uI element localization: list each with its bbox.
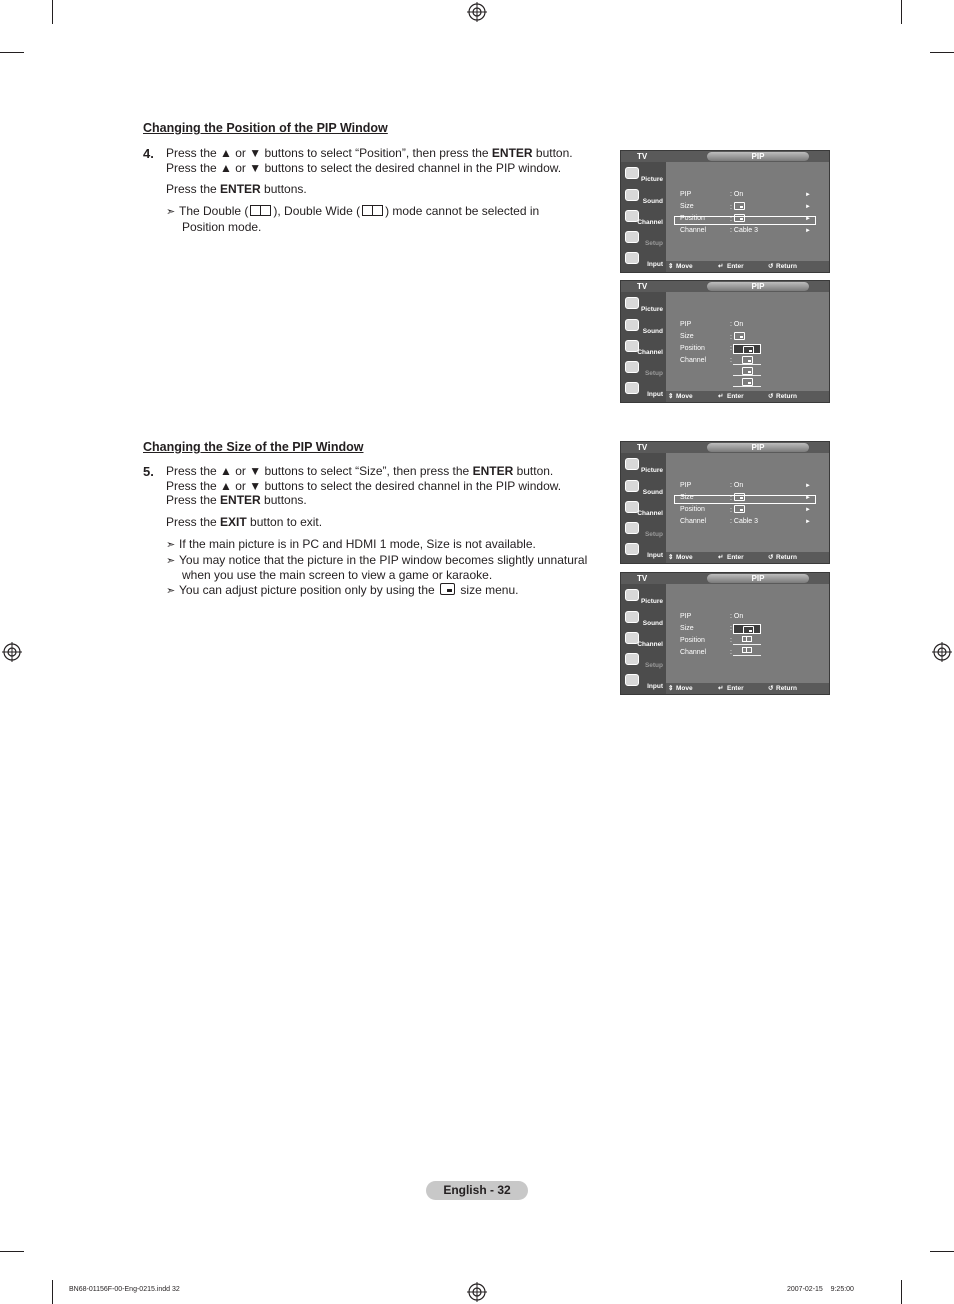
osd-menu-icon [625, 189, 639, 201]
osd-sidebar-item [623, 164, 665, 184]
osd-sidebar-label: Picture [640, 598, 663, 605]
osd-sidebar-item [623, 608, 665, 628]
slug-right: 2007-02-15 9:25:00 [787, 1286, 854, 1293]
osd-enter-label: Enter [727, 685, 744, 692]
osd-sidebar-item [623, 358, 665, 378]
osd-sidebar-label: Sound [642, 328, 663, 335]
note: ➣ The Double ( ), Double Wide ( ) mode cannot be selected in Position mode. [166, 204, 540, 234]
crop-mark [0, 52, 24, 53]
enter-icon: ↵ [718, 263, 724, 270]
osd-move-label: Move [676, 263, 693, 270]
crop-mark [901, 1280, 902, 1304]
osd-return-label: Return [776, 263, 797, 270]
crop-mark [930, 52, 954, 53]
osd-arrow-icon: ► [805, 507, 811, 513]
osd-tv-label: TV [637, 152, 648, 161]
enter-icon: ↵ [718, 554, 724, 561]
osd-sidebar-label: Sound [642, 198, 663, 205]
return-icon: ↺ [768, 393, 774, 400]
double-mode-icon [250, 205, 271, 216]
osd-dropdown-item [733, 635, 761, 645]
osd-screen: TV PIP Picture Sound Channel Setup Input PIP : On ► Size : ► Position : ► Channel : Cable 3 ► ⇕ Move ↵ Enter ↺ Return [620, 441, 830, 564]
page-number: English - 32 [426, 1181, 528, 1200]
note-arrow-icon: ➣ [166, 206, 176, 218]
return-icon: ↺ [768, 685, 774, 692]
osd-sidebar-item [623, 294, 665, 314]
osd-enter-label: Enter [727, 263, 744, 270]
return-icon: ↺ [768, 263, 774, 270]
pip-size-icon [734, 493, 745, 501]
note: ➣ If the main picture is in PC and HDMI 1 mode, Size is not available. [166, 537, 536, 551]
registration-mark-icon [932, 642, 952, 662]
note-arrow-icon: ➣ [166, 554, 176, 567]
osd-sidebar-label: Setup [644, 531, 663, 538]
osd-arrow-icon: ► [805, 483, 811, 489]
single-pip-size-icon [440, 583, 455, 595]
osd-menu-icon [625, 458, 639, 470]
osd-menu-icon [625, 252, 639, 264]
osd-dropdown-item [733, 377, 761, 387]
osd-sidebar-label: Channel [637, 349, 663, 356]
return-icon: ↺ [768, 554, 774, 561]
osd-dropdown-item [733, 366, 761, 376]
pip-size-icon [734, 332, 745, 340]
osd-menu-icon [625, 589, 639, 601]
note-continuation: when you use the main screen to view a game or karaoke. [182, 568, 493, 582]
note-arrow-icon: ➣ [166, 584, 176, 597]
osd-arrow-icon: ► [805, 216, 811, 222]
osd-arrow-icon: ► [805, 519, 811, 525]
osd-sidebar-label: Channel [637, 641, 663, 648]
osd-sidebar-item [623, 186, 665, 206]
step-number: 4. [143, 146, 154, 161]
registration-mark-icon [467, 1282, 487, 1302]
osd-menu-icon [625, 167, 639, 179]
osd-title: PIP [751, 443, 765, 452]
osd-bottom-bar [666, 552, 830, 563]
enter-icon: ↵ [718, 393, 724, 400]
pip-position-icon [742, 378, 753, 386]
osd-screen: TV PIP Picture Sound Channel Setup Input PIP : On Size : Position : Channel : ⇕ Move ↵ Enter ↺ Return [620, 280, 830, 403]
osd-sidebar-label: Setup [644, 240, 663, 247]
osd-move-label: Move [676, 685, 693, 692]
crop-mark [52, 1280, 53, 1304]
step-line: Press the ▲ or ▼ buttons to select “Size”, then press the ENTER button. [166, 464, 554, 478]
note: ➣ You may notice that the picture in the PIP window becomes slightly unnatural [166, 552, 588, 567]
osd-sidebar-item [623, 316, 665, 336]
osd-menu-icon [625, 319, 639, 331]
osd-menu-icon [625, 382, 639, 394]
osd-enter-label: Enter [727, 393, 744, 400]
osd-sidebar-item [623, 455, 665, 475]
osd-sidebar-label: Input [647, 552, 663, 559]
osd-tv-label: TV [637, 443, 648, 452]
section-heading: Changing the Size of the PIP Window [143, 440, 364, 454]
osd-sidebar-item [623, 228, 665, 248]
osd-menu-icon [625, 543, 639, 555]
osd-dropdown-item [733, 624, 761, 634]
osd-sidebar-label: Setup [644, 370, 663, 377]
crop-mark [930, 1251, 954, 1252]
osd-bottom-bar [666, 391, 830, 402]
move-icon: ⇕ [668, 685, 674, 692]
note: ➣ You can adjust picture position only by using the size menu. [166, 582, 519, 597]
pip-position-icon [743, 346, 754, 354]
osd-dropdown-item [733, 646, 761, 656]
osd-sidebar-item [623, 207, 665, 227]
osd-move-label: Move [676, 554, 693, 561]
step-text [166, 146, 606, 175]
osd-title: PIP [751, 574, 765, 583]
osd-sidebar-item [623, 337, 665, 357]
osd-sidebar-item [623, 477, 665, 497]
osd-sidebar-item [623, 650, 665, 670]
registration-mark-icon [2, 642, 22, 662]
osd-sidebar-label: Sound [642, 620, 663, 627]
crop-mark [52, 0, 53, 24]
osd-sidebar-label: Setup [644, 662, 663, 669]
osd-menu-icon [625, 231, 639, 243]
osd-sidebar-item [623, 586, 665, 606]
osd-sidebar-label: Input [647, 683, 663, 690]
osd-arrow-icon: ► [805, 228, 811, 234]
slug-left: BN68-01156F-00-Eng-0215.indd 32 [69, 1286, 180, 1293]
osd-arrow-icon: ► [805, 495, 811, 501]
osd-sidebar-item [623, 498, 665, 518]
pip-size-icon [734, 505, 745, 513]
step-line: Press the ▲ or ▼ buttons to select the desired channel in the PIP window. [166, 478, 562, 493]
crop-mark [0, 1251, 24, 1252]
double-mode-icon [742, 636, 752, 642]
osd-menu-icon [625, 611, 639, 623]
osd-tv-label: TV [637, 574, 648, 583]
osd-enter-label: Enter [727, 554, 744, 561]
registration-mark-icon [467, 2, 487, 22]
step-line: Press the ▲ or ▼ buttons to select the desired channel in the PIP window. [166, 160, 562, 175]
pip-size-icon [743, 626, 754, 634]
osd-arrow-icon: ► [805, 204, 811, 210]
enter-icon: ↵ [718, 685, 724, 692]
osd-dropdown-item [733, 355, 761, 365]
section-heading: Changing the Position of the PIP Window [143, 121, 388, 135]
osd-menu-icon [625, 674, 639, 686]
step-line: Press the ▲ or ▼ buttons to select “Position”, then press the ENTER button. [166, 146, 573, 160]
osd-sidebar-item [623, 540, 665, 560]
osd-dropdown-item [733, 344, 761, 354]
pip-position-icon [742, 367, 753, 375]
osd-bottom-bar [666, 261, 830, 272]
pip-position-icon [742, 356, 753, 364]
move-icon: ⇕ [668, 263, 674, 270]
step-line: Press the ENTER buttons. [166, 182, 307, 196]
osd-sidebar-item [623, 249, 665, 269]
osd-return-label: Return [776, 393, 797, 400]
osd-sidebar-label: Input [647, 391, 663, 398]
double-wide-mode-icon [362, 205, 383, 216]
step-line: Press the EXIT button to exit. [166, 515, 323, 529]
osd-sidebar-label: Picture [640, 467, 663, 474]
osd-sidebar-item [623, 519, 665, 539]
osd-menu-icon [625, 297, 639, 309]
osd-screen: TV PIP Picture Sound Channel Setup Input PIP : On Size : Position : Channel : ⇕ Move ↵ Enter ↺ Return [620, 572, 830, 695]
step-line: Press the ENTER buttons. [166, 493, 307, 507]
osd-bottom-bar [666, 683, 830, 694]
osd-menu-icon [625, 653, 639, 665]
osd-sidebar-label: Channel [637, 510, 663, 517]
osd-menu-icon [625, 522, 639, 534]
step-text [166, 464, 606, 508]
osd-arrow-icon: ► [805, 192, 811, 198]
step-number: 5. [143, 464, 154, 479]
note-arrow-icon: ➣ [166, 539, 176, 551]
osd-move-label: Move [676, 393, 693, 400]
osd-title: PIP [751, 152, 765, 161]
osd-menu-icon [625, 361, 639, 373]
osd-sidebar-label: Channel [637, 219, 663, 226]
move-icon: ⇕ [668, 554, 674, 561]
notes [166, 537, 606, 598]
osd-title: PIP [751, 282, 765, 291]
osd-sidebar-label: Picture [640, 306, 663, 313]
osd-sidebar-item [623, 379, 665, 399]
osd-return-label: Return [776, 554, 797, 561]
osd-tv-label: TV [637, 282, 648, 291]
osd-sidebar-item [623, 671, 665, 691]
osd-screen: TV PIP Picture Sound Channel Setup Input PIP : On ► Size : ► Position : ► Channel : Cable 3 ► ⇕ Move ↵ Enter ↺ Return [620, 150, 830, 273]
osd-sidebar-label: Sound [642, 489, 663, 496]
osd-sidebar-label: Input [647, 261, 663, 268]
osd-sidebar-item [623, 629, 665, 649]
pip-size-icon [734, 214, 745, 222]
pip-size-icon [734, 202, 745, 210]
double-mode-icon [742, 647, 752, 653]
osd-menu-icon [625, 480, 639, 492]
osd-return-label: Return [776, 685, 797, 692]
move-icon: ⇕ [668, 393, 674, 400]
crop-mark [901, 0, 902, 24]
osd-sidebar-label: Picture [640, 176, 663, 183]
